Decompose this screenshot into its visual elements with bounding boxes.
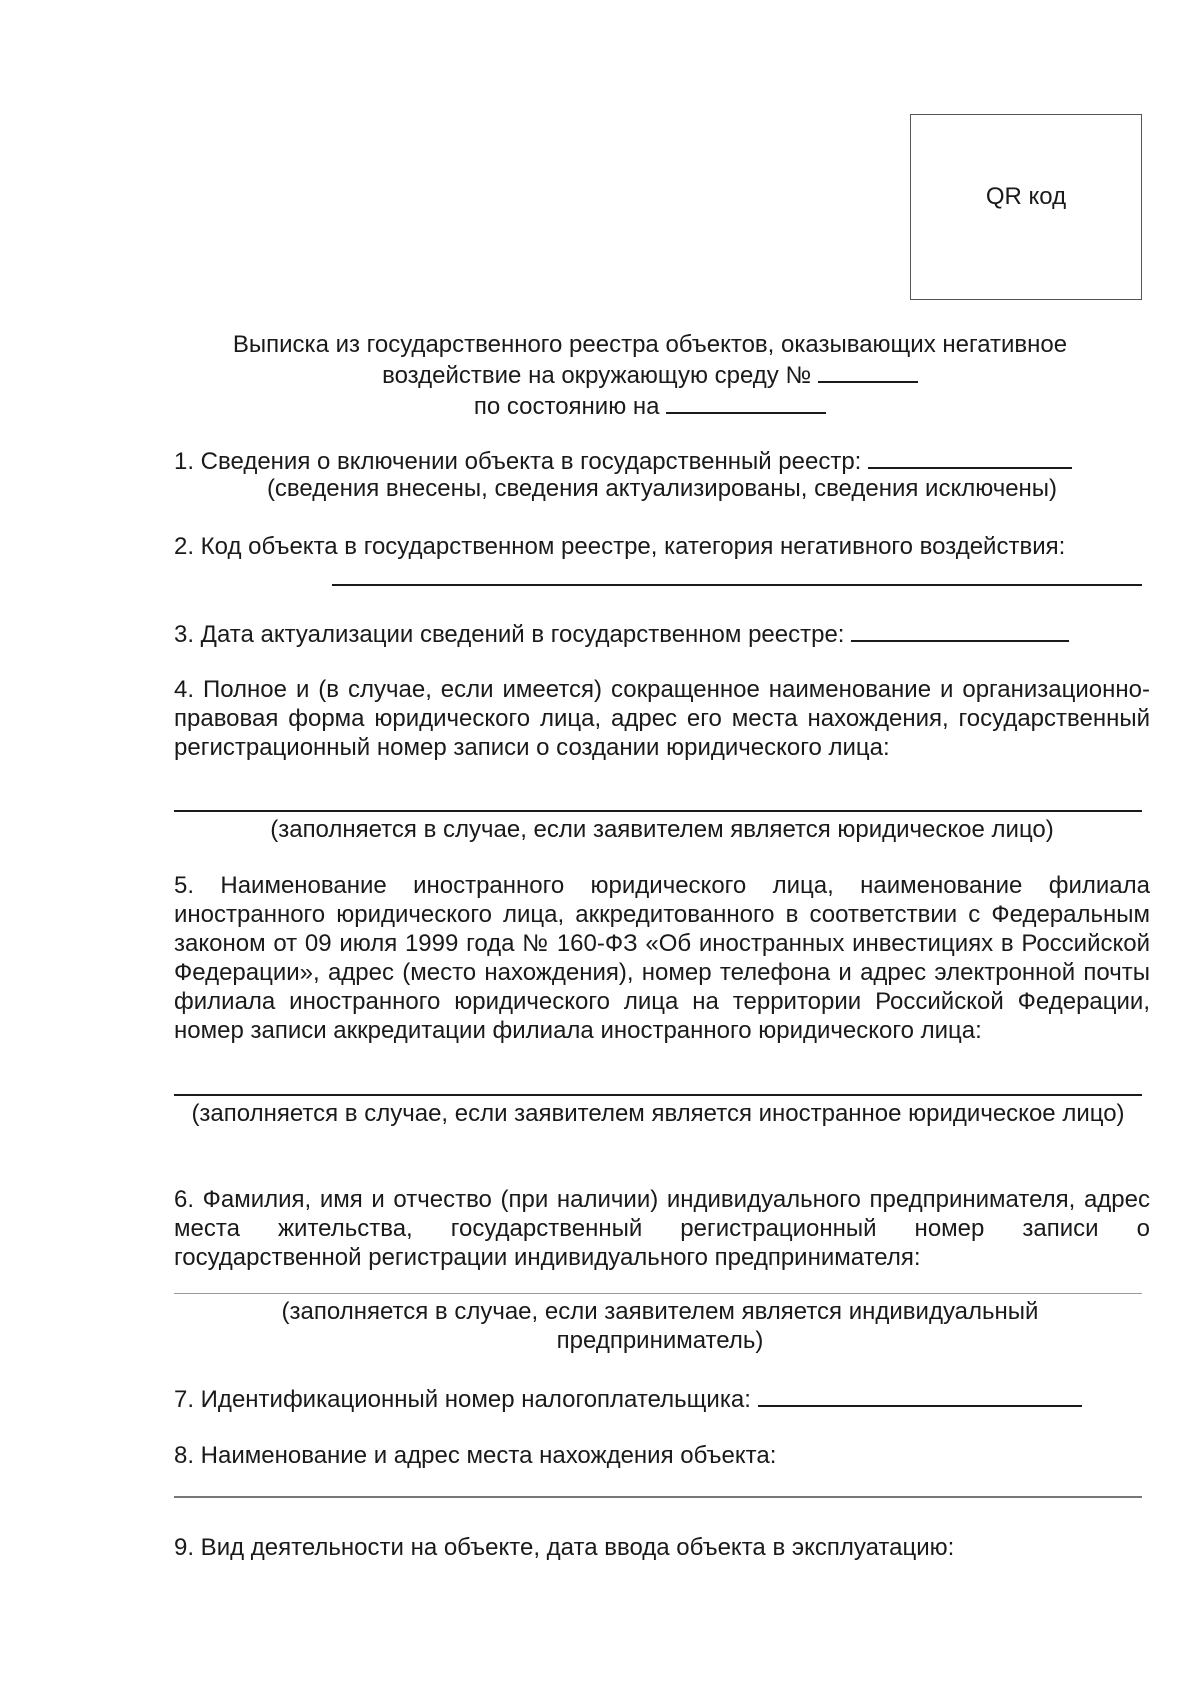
title-date-label: по состоянию на (473, 393, 660, 420)
item-2 (174, 532, 1150, 561)
item-6-text: 6. Фамилия, имя и отчество (при наличии) индивидуального предпринимателя, адрес места жительства, государственный регистрационный номер записи о государственной регистрации индивидуального предпринимателя: (174, 1186, 1150, 1271)
item-5-note: (заполняется в случае, если заявителем является иностранное юридическое лицо) (191, 1100, 1125, 1127)
item-7 (174, 1383, 1150, 1414)
item-4-blank[interactable] (174, 810, 1142, 812)
item-7-blank[interactable] (758, 1383, 1082, 1407)
qr-code-label: QR код (985, 183, 1067, 210)
item-9-text: 9. Вид деятельности на объекте, дата ввода объекта в эксплуатацию: (174, 1534, 955, 1561)
item-5-text: 5. Наименование иностранного юридического лица, наименование филиала иностранного юридического лица, аккредитованного в соответствии с Федеральным законом от 09 июля 1999 года № 160-ФЗ «Об иностранных инвестициях в Российской Федерации», адрес (место нахождения), номер телефона и адрес электронной почты филиала иностранного юридического лица на территории Российской Федерации, номер записи аккредитации филиала иностранного юридического лица: (174, 872, 1150, 1044)
state-date-blank[interactable] (666, 390, 826, 414)
title-register-label: воздействие на окружающую среду № (382, 362, 812, 389)
item-4-note: (заполняется в случае, если заявителем является юридическое лицо) (270, 816, 1054, 843)
item-7-text: 7. Идентификационный номер налогоплательщика: (174, 1386, 751, 1413)
item-6 (174, 1185, 1150, 1272)
item-2-blank[interactable] (332, 584, 1142, 586)
item-3 (174, 618, 1150, 649)
qr-code-placeholder (910, 114, 1142, 300)
item-4-text: 4. Полное и (в случае, если имеется) сокращенное наименование и организационно-правовая форма юридического лица, адрес его места нахождения, государственный регистрационный номер записи о создании юридического лица: (174, 676, 1150, 761)
item-2-text: 2. Код объекта в государственном реестре, категория негативного воздействия: (174, 533, 1066, 560)
item-1-blank[interactable] (868, 445, 1072, 469)
item-1 (174, 445, 1150, 476)
item-4 (174, 675, 1150, 762)
item-1-text: 1. Сведения о включении объекта в государственный реестр: (174, 448, 862, 475)
item-6-blank[interactable] (174, 1293, 1142, 1294)
title-line-2 (174, 359, 1126, 390)
item-8-blank[interactable] (174, 1496, 1142, 1498)
item-8-text: 8. Наименование и адрес места нахождения объекта: (174, 1442, 777, 1469)
item-8 (174, 1441, 1150, 1470)
item-6-note: (заполняется в случае, если заявителем является индивидуальный предприниматель) (281, 1298, 1039, 1354)
item-3-text: 3. Дата актуализации сведений в государственном реестре: (174, 621, 845, 648)
item-5-blank[interactable] (174, 1094, 1142, 1096)
item-1-note: (сведения внесены, сведения актуализированы, сведения исключены) (266, 475, 1058, 502)
document-title (174, 330, 1126, 421)
register-number-blank[interactable] (818, 359, 918, 383)
item-9 (174, 1533, 1150, 1562)
title-line-1: Выписка из государственного реестра объектов, оказывающих негативное (232, 331, 1068, 358)
title-line-3 (174, 390, 1126, 421)
item-3-blank[interactable] (851, 618, 1069, 642)
item-5 (174, 871, 1150, 1045)
